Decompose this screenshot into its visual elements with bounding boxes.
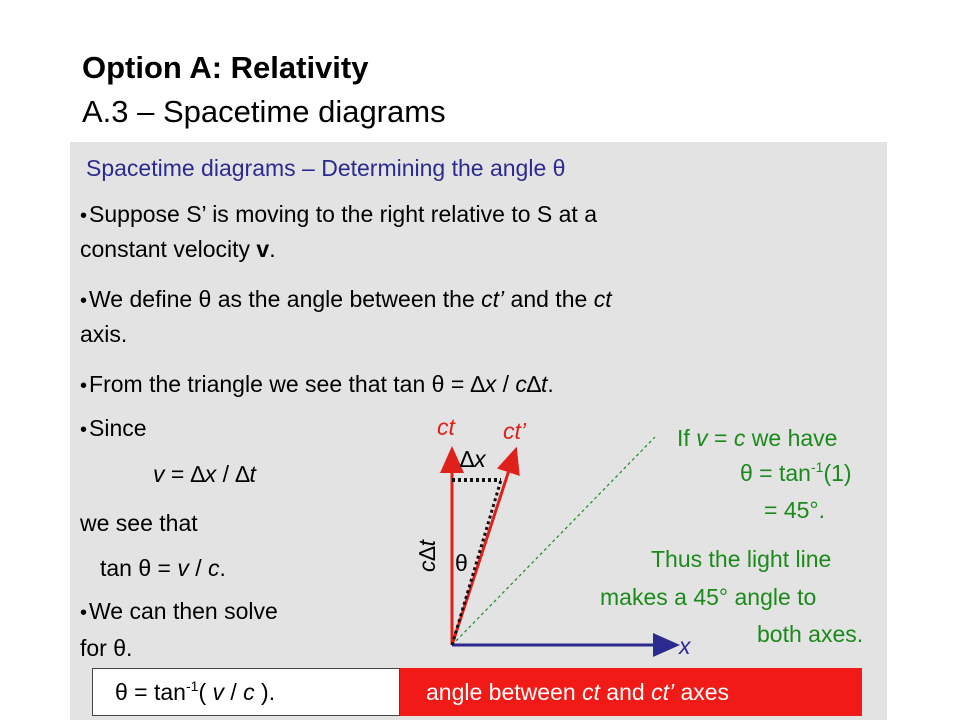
bullet-2-line-2: axis. — [80, 321, 128, 347]
bullet-icon: • — [80, 375, 88, 397]
theta-label: θ — [455, 550, 468, 576]
equation-velocity: v = ∆x / ∆t — [153, 461, 256, 487]
bullet-icon: • — [80, 602, 88, 624]
formula-text: $\theta = \tan^{-1}$( v / c ). — [115, 678, 276, 705]
angle-definition-box — [400, 668, 862, 716]
note-light-line-2: makes a 45° angle to — [600, 584, 817, 610]
bullet-5-line-2: for θ. — [80, 635, 133, 661]
section-heading: Spacetime diagrams – Determining the angle θ — [86, 155, 566, 181]
note-light-line-1: Thus the light line — [651, 546, 832, 572]
bullet-icon: • — [80, 205, 88, 227]
bullet-2-line-1: •We define θ as the angle between the ct’ and the ct — [80, 286, 612, 312]
bullet-1-line-1: •Suppose S’ is moving to the right relative to S at a — [80, 201, 597, 227]
note-light-line-3: both axes. — [757, 621, 864, 647]
we-see-that: we see that — [80, 510, 198, 536]
bullet-1-line-2: constant velocity v. — [80, 236, 276, 262]
note-if-v-equals-c: If v = c we have — [677, 425, 838, 451]
angle-definition-text: angle between ct and ct’ axes — [426, 679, 730, 705]
page-title: Option A: Relativity — [82, 50, 369, 85]
note-45-degrees: = 45°. — [764, 497, 825, 523]
ct-prime-axis-label: ct’ — [503, 418, 526, 444]
bullet-5-line-1: •We can then solve — [80, 598, 278, 624]
x-axis-label: x — [679, 633, 691, 659]
note-theta-tan: $\theta = \tan^{-1}(1)$ — [740, 459, 852, 486]
page-subtitle: A.3 – Spacetime diagrams — [82, 94, 446, 129]
bullet-icon: • — [80, 290, 88, 312]
bullet-3: •From the triangle we see that tan θ = ∆x / c∆t. — [80, 371, 554, 397]
delta-x-label: ∆x — [460, 446, 486, 472]
bullet-icon: • — [80, 419, 88, 441]
bullet-4: •Since — [80, 415, 147, 441]
equation-tan: tan θ = v / c. — [100, 555, 226, 581]
c-delta-t-label: c∆t — [414, 540, 440, 572]
ct-axis-label: ct — [437, 414, 455, 440]
formula-box — [92, 668, 400, 716]
